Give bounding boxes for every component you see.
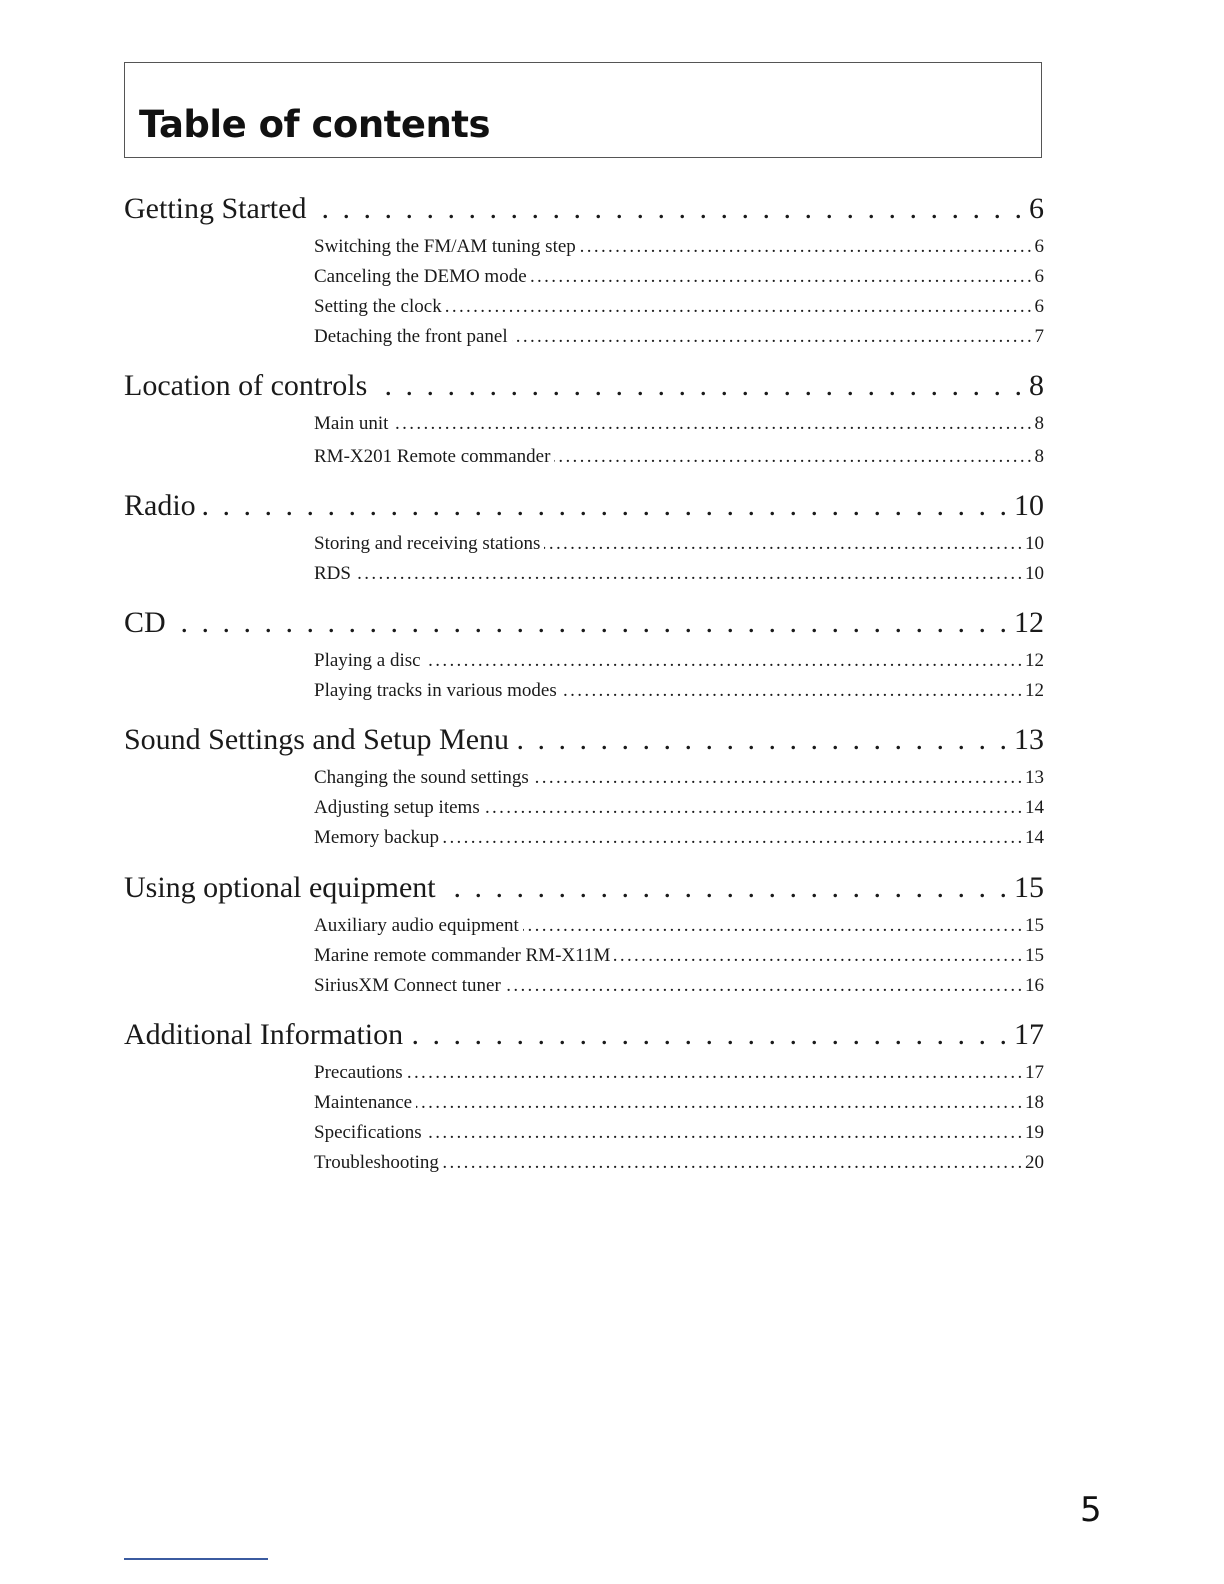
toc-item[interactable] [314,945,1044,967]
toc-section-page: 12 [1014,606,1044,639]
toc-item-page: 15 [1025,915,1044,936]
leader-dots [440,871,1010,905]
toc-item-page: 6 [1034,266,1044,287]
toc-item[interactable] [314,266,1044,288]
page-number: 5 [1080,1490,1102,1530]
toc-item[interactable] [314,767,1044,789]
toc-item-label: Storing and receiving stations [314,533,541,554]
toc-item[interactable] [314,1092,1044,1114]
toc-item-label: Playing a disc [314,650,421,671]
toc-item-page: 13 [1025,767,1044,788]
toc-section[interactable] [124,871,1044,905]
footer-rule [124,1558,268,1560]
toc-item-page: 17 [1025,1062,1044,1083]
toc-item-label: Detaching the front panel [314,326,508,347]
toc-item-label: Canceling the DEMO mode [314,266,527,287]
toc-item-label: Memory backup [314,827,440,848]
toc-item-page: 7 [1034,326,1044,347]
toc-item[interactable] [314,1152,1044,1174]
toc-item-page: 19 [1025,1122,1044,1143]
leader-dots [484,797,1021,819]
toc-item-label: Specifications [314,1122,422,1143]
leader-dots [310,192,1025,226]
toc-item-label: Maintenance [314,1092,413,1113]
toc-section[interactable] [124,606,1044,640]
toc-item-label: Adjusting setup items [314,797,480,818]
toc-item-label: Marine remote commander RM-X11M [314,945,611,966]
toc-item-page: 8 [1034,446,1044,467]
toc-item[interactable] [314,915,1044,937]
leader-dots [392,413,1030,435]
toc-item-page: 8 [1034,413,1044,434]
leader-dots [614,945,1021,967]
toc-section-title: Sound Settings and Setup Menu [124,723,510,756]
leader-dots [554,446,1030,468]
toc-section[interactable] [124,192,1044,226]
toc-section-page: 17 [1014,1018,1044,1051]
toc-section[interactable] [124,489,1044,523]
leader-dots [561,680,1021,702]
toc-item[interactable] [314,975,1044,997]
toc-item[interactable] [314,296,1044,318]
toc-item[interactable] [314,533,1044,555]
toc-item-label: RDS [314,563,351,584]
toc-item-label: Precautions [314,1062,403,1083]
toc-section-page: 15 [1014,871,1044,904]
page-title: Table of contents [139,103,491,146]
toc-item-label: SiriusXM Connect tuner [314,975,501,996]
leader-dots [371,369,1025,403]
toc-item[interactable] [314,1062,1044,1084]
toc-item[interactable] [314,446,1044,468]
leader-dots [580,236,1031,258]
toc-item-page: 10 [1025,563,1044,584]
title-box [124,62,1042,158]
toc-item[interactable] [314,680,1044,702]
toc-item-page: 10 [1025,533,1044,554]
toc-item[interactable] [314,1122,1044,1144]
leader-dots [513,723,1010,757]
toc-item-label: Playing tracks in various modes [314,680,557,701]
leader-dots [512,326,1031,348]
toc-item[interactable] [314,797,1044,819]
toc-item-label: RM-X201 Remote commander [314,446,551,467]
toc-section-title: Additional Information [124,1018,404,1051]
toc-item-page: 12 [1025,650,1044,671]
toc-section[interactable] [124,369,1044,403]
toc-item-label: Setting the clock [314,296,442,317]
toc-item-page: 6 [1034,296,1044,317]
leader-dots [170,606,1010,640]
toc-item[interactable] [314,650,1044,672]
leader-dots [425,650,1021,672]
toc-item-label: Main unit [314,413,389,434]
toc-section[interactable] [124,1018,1044,1052]
toc-item-page: 14 [1025,827,1044,848]
toc-section-page: 10 [1014,489,1044,522]
toc-item-page: 6 [1034,236,1044,257]
leader-dots [407,1018,1010,1052]
toc-section-page: 8 [1029,369,1044,402]
leader-dots [531,266,1031,288]
toc-item-page: 15 [1025,945,1044,966]
toc-section[interactable] [124,723,1044,757]
leader-dots [426,1122,1021,1144]
toc-section-title: Radio [124,489,196,522]
toc-section-title: CD [124,606,166,639]
toc-item-page: 12 [1025,680,1044,701]
leader-dots [200,489,1010,523]
toc-item[interactable] [314,827,1044,849]
leader-dots [443,1152,1021,1174]
toc-section-title: Getting Started [124,192,307,225]
toc-section-title: Using optional equipment [124,871,436,904]
toc-item[interactable] [314,563,1044,585]
leader-dots [443,827,1021,849]
leader-dots [407,1062,1021,1084]
toc-item[interactable] [314,413,1044,435]
leader-dots [505,975,1021,997]
leader-dots [544,533,1021,555]
leader-dots [416,1092,1021,1114]
toc-item-label: Troubleshooting [314,1152,439,1173]
leader-dots [523,915,1021,937]
toc-item-page: 20 [1025,1152,1044,1173]
toc-section-page: 13 [1014,723,1044,756]
toc-item-label: Switching the FM/AM tuning step [314,236,576,257]
toc-item-label: Changing the sound settings [314,767,529,788]
toc-item[interactable] [314,236,1044,258]
leader-dots [533,767,1021,789]
leader-dots [446,296,1031,318]
toc-item-label: Auxiliary audio equipment [314,915,519,936]
toc-item-page: 16 [1025,975,1044,996]
toc-item-page: 14 [1025,797,1044,818]
toc-item[interactable] [314,326,1044,348]
toc-section-page: 6 [1029,192,1044,225]
toc-item-page: 18 [1025,1092,1044,1113]
toc-section-title: Location of controls [124,369,368,402]
leader-dots [355,563,1021,585]
